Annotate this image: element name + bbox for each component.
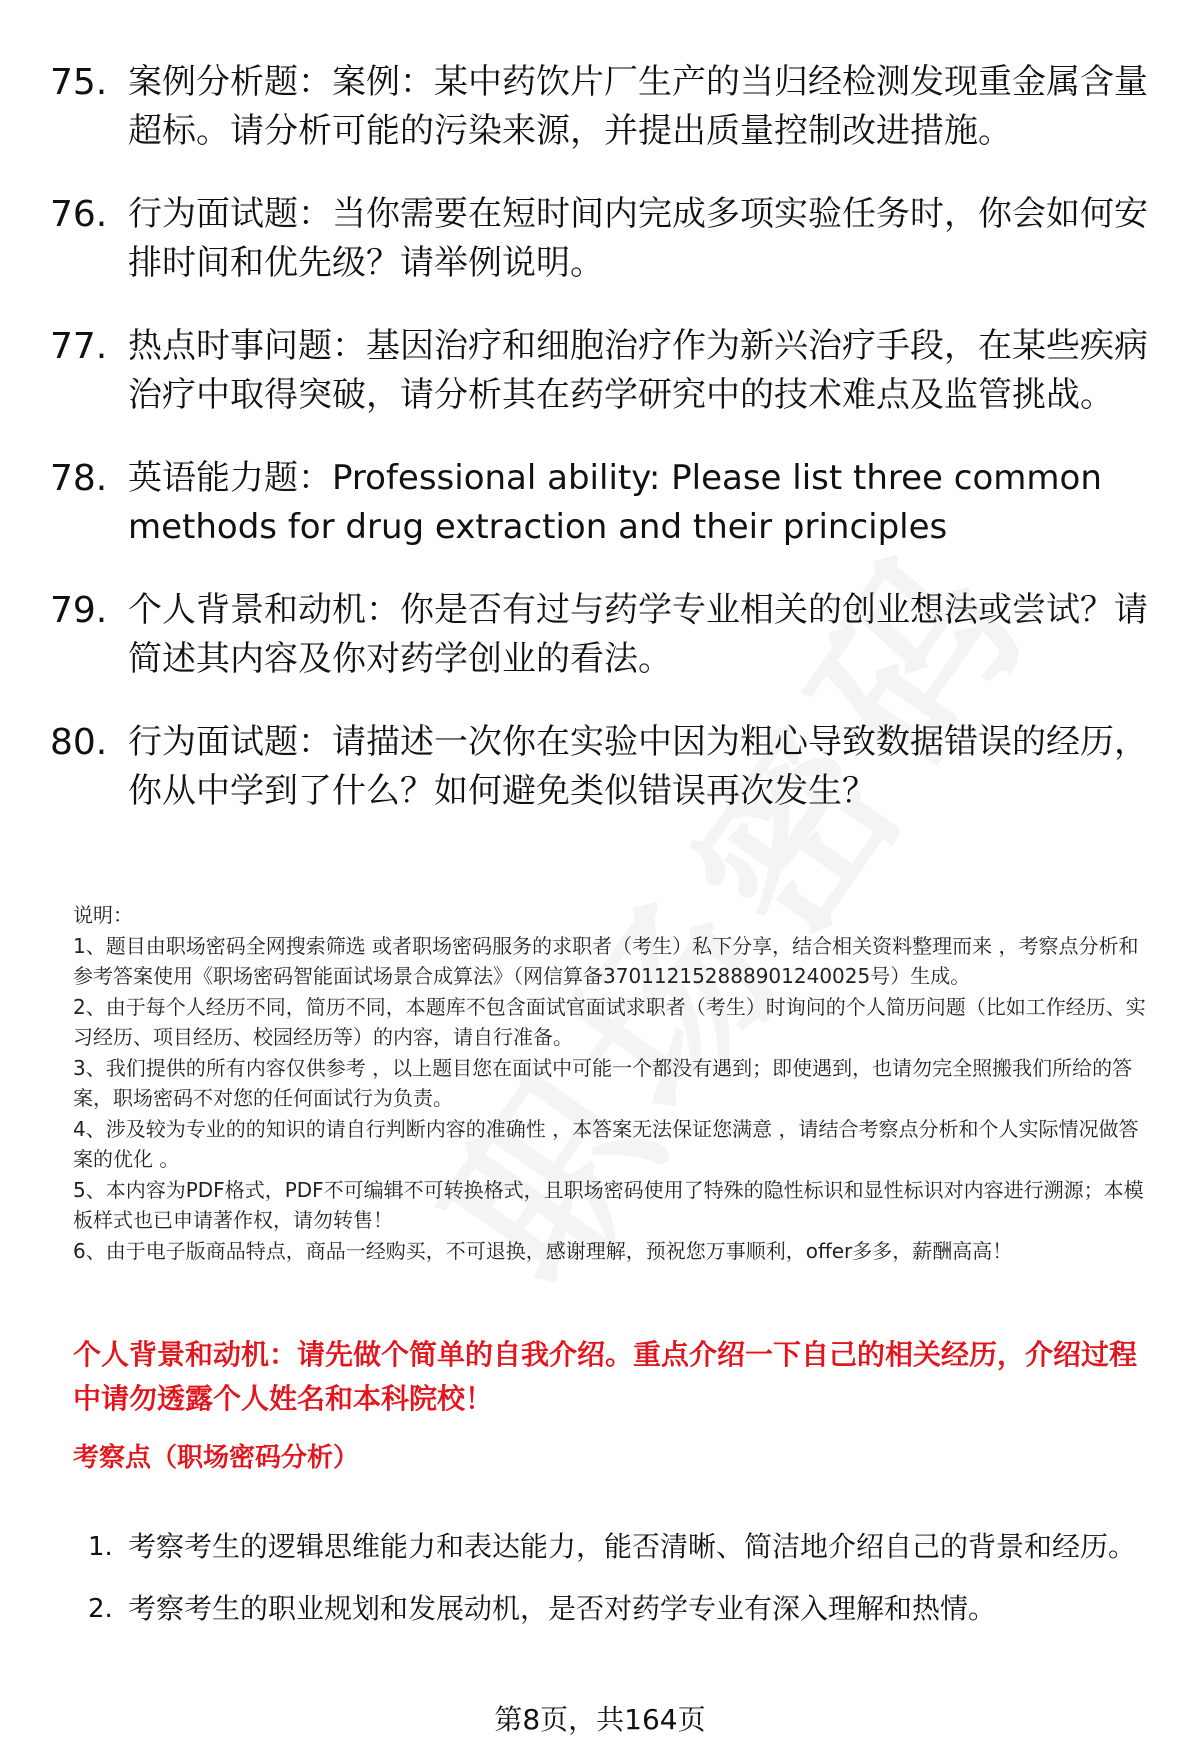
notes-heading: 说明： (73, 903, 133, 927)
analysis-heading: 考察点（职场密码分析） (73, 1443, 360, 1473)
note-item: 2、由于每个人经历不同，简历不同，本题库不包含面试官面试求职者（考生）时询问的个人简历问题（比如工作经历、实习经历、项目经历、校园经历等）的内容，请自行准备。 (73, 994, 1146, 1049)
question-text: 案例分析题：案例：某中药饮片厂生产的当归经检测发现重金属含量超标。请分析可能的污染来源，并提出质量控制改进措施。 (128, 62, 1148, 151)
question-item (50, 454, 1160, 552)
analysis-point (88, 1516, 1158, 1578)
analysis-point (88, 1578, 1158, 1640)
question-number: 80. (50, 722, 108, 763)
question-number: 76. (50, 194, 108, 235)
note-item: 5、本内容为PDF格式，PDF不可编辑不可转换格式，且职场密码使用了特殊的隐性标识和显性标识对内容进行溯源；本模板样式也已申请著作权，请勿转售！ (73, 1177, 1144, 1232)
notes-section (73, 900, 1158, 1266)
question-number: 77. (50, 326, 108, 367)
question-item (50, 322, 1160, 420)
question-number: 79. (50, 590, 108, 631)
featured-question-title: 个人背景和动机：请先做个简单的自我介绍。重点介绍一下自己的相关经历，介绍过程中请勿透露个人姓名和本科院校！ (73, 1338, 1138, 1415)
question-text: 英语能力题：Professional ability: Please list three common methods for drug extraction and their principles (128, 458, 1102, 547)
page-footer: 第8页，共164页 (494, 1703, 706, 1736)
question-number: 78. (50, 458, 108, 499)
point-text: 考察考生的逻辑思维能力和表达能力，能否清晰、简洁地介绍自己的背景和经历。 (128, 1530, 1137, 1563)
question-number: 75. (50, 62, 108, 103)
question-item (50, 58, 1160, 156)
point-number: 2. (88, 1594, 113, 1624)
note-item: 1、题目由职场密码全网搜索筛选 或者职场密码服务的求职者（考生）私下分享，结合相关资料整理而来 ，考察点分析和参考答案使用《职场密码智能面试场景合成算法》（网信算备370112152888901240025号）生成。 (73, 933, 1139, 988)
question-item (50, 586, 1160, 684)
question-text: 热点时事问题：基因治疗和细胞治疗作为新兴治疗手段，在某些疾病治疗中取得突破，请分析其在药学研究中的技术难点及监管挑战。 (128, 326, 1148, 415)
analysis-points (88, 1516, 1158, 1640)
point-number: 1. (88, 1532, 113, 1562)
question-item (50, 718, 1160, 816)
question-text: 个人背景和动机：你是否有过与药学专业相关的创业想法或尝试？请简述其内容及你对药学创业的看法。 (128, 590, 1148, 679)
point-text: 考察考生的职业规划和发展动机，是否对药学专业有深入理解和热情。 (128, 1592, 997, 1625)
question-item (50, 190, 1160, 288)
question-text: 行为面试题：请描述一次你在实验中因为粗心导致数据错误的经历，你从中学到了什么？如何避免类似错误再次发生？ (128, 722, 1148, 811)
question-list (50, 58, 1160, 850)
note-item: 6、由于电子版商品特点，商品一经购买，不可退换，感谢理解，预祝您万事顺利，offer多多，薪酬高高！ (73, 1238, 1013, 1263)
note-item: 4、涉及较为专业的的知识的请自行判断内容的准确性 ，本答案无法保证您满意 ，请结合考察点分析和个人实际情况做答案的优化 。 (73, 1116, 1139, 1171)
note-item: 3、我们提供的所有内容仅供参考 ，以上题目您在面试中可能一个都没有遇到；即使遇到，也请勿完全照搬我们所给的答案，职场密码不对您的任何面试行为负责。 (73, 1055, 1133, 1110)
question-text: 行为面试题：当你需要在短时间内完成多项实验任务时，你会如何安排时间和优先级？请举例说明。 (128, 194, 1148, 283)
